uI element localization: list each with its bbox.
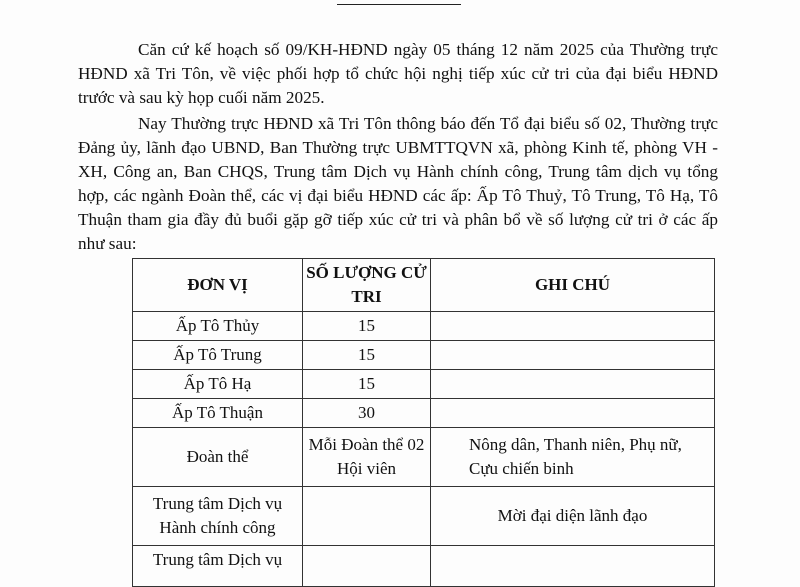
cell-note: Nông dân, Thanh niên, Phụ nữ, Cựu chiến binh [431, 428, 715, 487]
cell-unit-text: Trung tâm Dịch vụ [152, 550, 283, 569]
paragraph-basis-text: Căn cứ kế hoạch số 09/KH-HĐND ngày 05 tháng 12 năm 2025 của Thường trực HĐND xã Tri Tôn, về việc phối hợp tổ chức hội nghị tiếp xúc cử tri của đại biểu HĐND trước và sau kỳ họp cuối năm 2025. [78, 40, 718, 107]
cell-unit: Ấp Tô Trung [133, 341, 303, 370]
cell-unit: Ấp Tô Thuận [133, 399, 303, 428]
cell-unit [133, 546, 303, 587]
cell-note [431, 312, 715, 341]
table-row [133, 399, 715, 428]
header-divider [337, 4, 461, 5]
header-unit: ĐƠN VỊ [133, 259, 303, 312]
table-row [133, 428, 715, 487]
cell-note [431, 341, 715, 370]
table-row [133, 341, 715, 370]
cell-unit: Ấp Tô Hạ [133, 370, 303, 399]
cell-count [303, 487, 431, 546]
cell-note [431, 399, 715, 428]
table-row [133, 312, 715, 341]
voter-allocation-table [132, 258, 715, 587]
table-row [133, 487, 715, 546]
cell-count [303, 546, 431, 587]
paragraph-basis [78, 38, 718, 110]
cell-unit: Trung tâm Dịch vụ Hành chính công [133, 487, 303, 546]
cell-count: 15 [303, 312, 431, 341]
cell-unit: Đoàn thể [133, 428, 303, 487]
paragraph-notice [78, 112, 718, 256]
header-note: GHI CHÚ [431, 259, 715, 312]
table-row [133, 370, 715, 399]
cell-note [431, 546, 715, 587]
cell-count: 15 [303, 341, 431, 370]
table-header-row [133, 259, 715, 312]
header-count: SỐ LƯỢNG CỬ TRI [303, 259, 431, 312]
cell-count: 15 [303, 370, 431, 399]
cell-count: 30 [303, 399, 431, 428]
cell-count: Mỗi Đoàn thể 02 Hội viên [303, 428, 431, 487]
table-row [133, 546, 715, 587]
cell-unit: Ấp Tô Thủy [133, 312, 303, 341]
paragraph-notice-text: Nay Thường trực HĐND xã Tri Tôn thông báo đến Tổ đại biểu số 02, Thường trực Đảng ủy, lãnh đạo UBND, Ban Thường trực UBMTTQVN xã, phòng Kinh tế, phòng VH - XH, Công an, Ban CHQS, Trung tâm Dịch vụ Hành chính công, Trung tâm dịch vụ tổng hợp, các ngành Đoàn thể, các vị đại biểu HĐND các ấp: Ấp Tô Thuỷ, Tô Trung, Tô Hạ, Tô Thuận tham gia đầy đủ buổi gặp gỡ tiếp xúc cử tri và phân bổ về số lượng cử tri ở các ấp như sau: [78, 114, 718, 253]
cell-note [431, 370, 715, 399]
cell-note: Mời đại diện lãnh đạo [431, 487, 715, 546]
